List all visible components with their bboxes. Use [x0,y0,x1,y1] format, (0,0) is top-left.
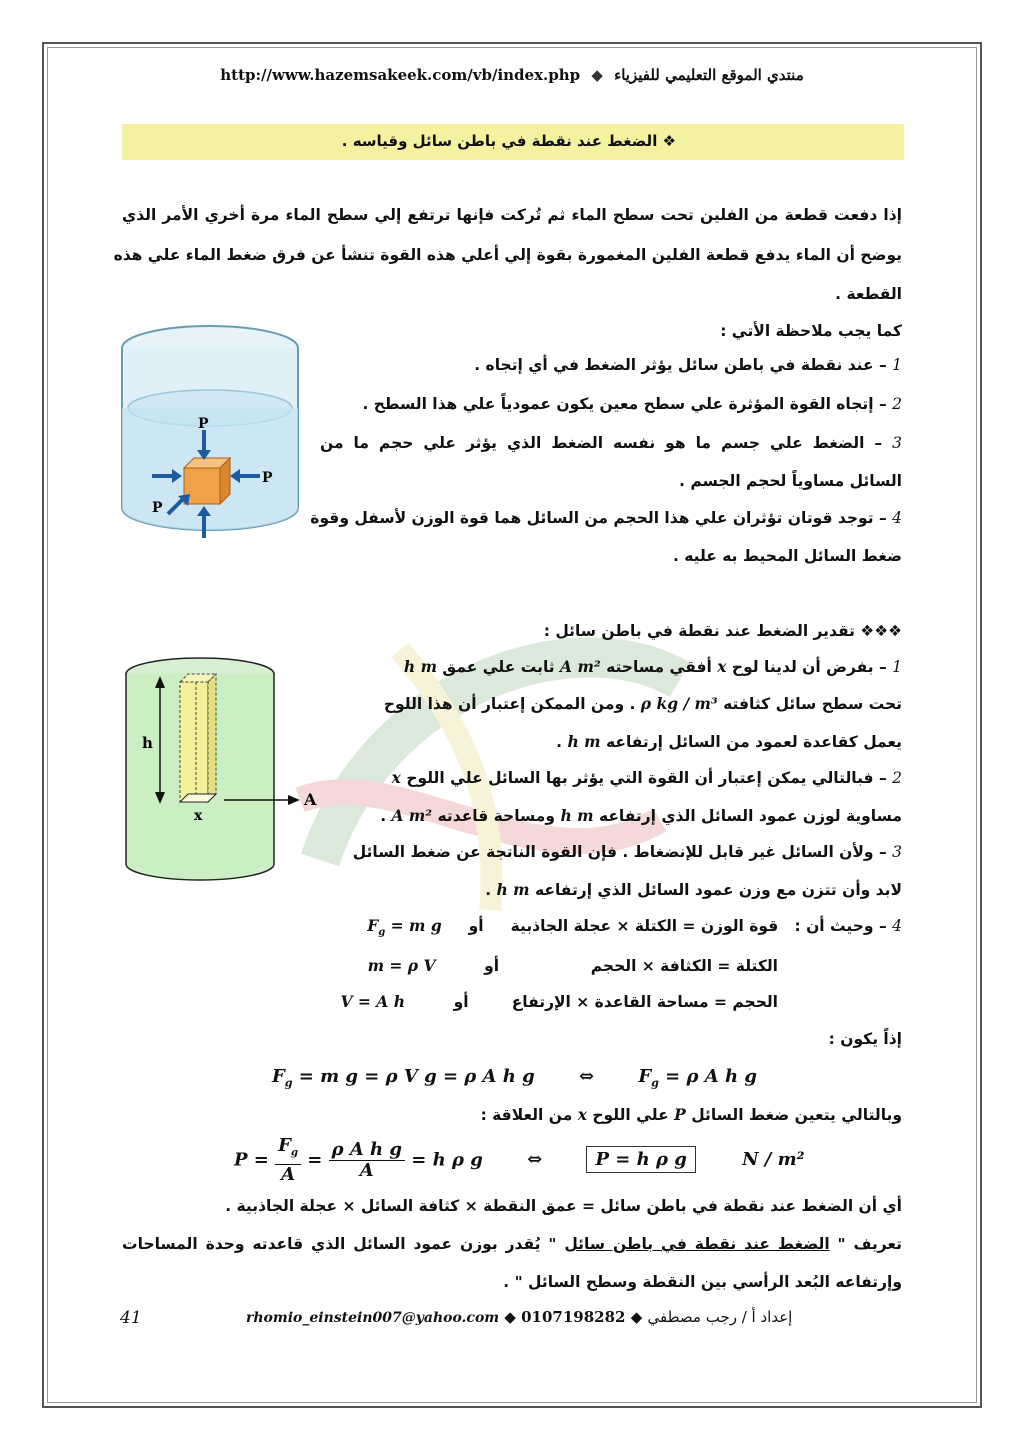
volume-equation: V = A h [340,992,405,1011]
then-text: من العلاقة : [480,1106,573,1124]
mass-equation: m = ρ V [367,956,436,975]
boxed-pressure-formula: P = h ρ g [586,1146,695,1173]
then-line [481,1105,902,1124]
then-text: علي اللوح [592,1106,669,1124]
step-3 [353,843,902,861]
item-number: 3 [892,434,902,452]
figure-beaker-cube [112,318,308,544]
step-number: 1 [892,658,902,676]
estimate-heading: ❖❖❖ تقدير الضغط عند نقطة في باطن سائل : [543,622,902,640]
footer-contact [246,1308,792,1326]
label-p: P [198,416,209,432]
step-4 [367,916,902,938]
step-text: . [485,881,492,899]
or-word: أو [484,957,500,975]
var-density: ρ kg / m³ [640,694,718,713]
section-title-bar [122,124,904,160]
or-word: أو [468,917,484,935]
definition-line-1 [122,1235,902,1253]
so-line: إذاً يكون : [828,1030,902,1048]
weight-equation: $F_g = m$ g [367,916,442,939]
observe-item-3 [320,434,902,452]
def-label: تعريف " [837,1235,903,1253]
step-text: – بفرض أن لدينا لوح [731,658,887,676]
fraction-force-area: $\frac{F_g}{A}$ [275,1136,301,1185]
meaning-line: أي أن الضغط عند نقطة في باطن سائل = عمق النقطة × كثافة السائل × عجلة الجاذبية . [225,1197,902,1215]
step-text: ومساحة قاعدته [437,807,556,825]
step-1-line-3 [556,732,902,751]
site-url[interactable]: http://www.hazemsakeek.com/vb/index.php [220,66,581,84]
var-p: P [674,1105,686,1124]
observe-item-2 [362,395,902,413]
label-p: P [262,470,273,486]
step-text: – ولأن السائل غير قابل للإنضغاط . فإن القوة الناتجة عن ضغط السائل [352,843,887,861]
item-text: – إتجاه القوة المؤثرة علي سطح معين يكون عمودياً علي هذا السطح . [362,395,887,413]
item-number: 4 [892,509,902,527]
mass-words: الكتلة = الكثافة × الحجم [590,957,778,975]
intro-line-2: يوضح أن الماء يدفع قطعة الفلين المغمورة بقوة إلي أعلي هذه القوة تنشأ عن فرق ضغط الماء علي هذه [113,246,902,264]
full-derivation: $F_g = m$ g = ρ V g = ρ A h g ⇔ $F_g = \rho$ A h g [272,1066,757,1090]
step-text: – فبالتالي يمكن إعتبار أن القوة التي يؤثر بها السائل علي اللوح [406,769,887,787]
var-depth: h m [403,657,437,676]
author-email[interactable]: rhomio_einstein007@yahoo.com [246,1310,500,1326]
definition-line-2: وإرتفاعه البُعد الرأسي بين النقطة وسطح السائل " . [503,1273,902,1291]
volume-relation [340,992,778,1011]
var-depth: h m [496,880,530,899]
step-text: – وحيث أن : [794,917,887,935]
step-text: مساوية لوزن عمود السائل الذي إرتفاعه [598,807,902,825]
step-text: يعمل كقاعدة لعمود من السائل إرتفاعه [605,733,902,751]
observe-item-3-cont: السائل مساوياً لحجم الجسم . [679,472,902,490]
var-area: A m² [560,657,601,676]
page-header [60,66,964,84]
page-number: 41 [120,1308,142,1328]
var-depth: h m [567,732,601,751]
step-2-line-2 [380,806,902,825]
var-area: A m² [391,806,433,825]
var-x: x [577,1105,587,1124]
observe-item-4 [310,509,902,527]
section-title: ❖ الضغط عند نقطة في باطن سائل وقياسه . [341,132,676,150]
observe-item-4-cont: ضغط السائل المحيط به عليه . [672,547,902,565]
pressure-equation: P = $\frac{F_g}{A}$ = $\frac{\text{ρ A h g}}{A}$ = h ρ g ⇔ P = h ρ g N / m² [234,1135,805,1185]
diamond-icon: ◆ [504,1308,516,1326]
label-h: h [142,734,153,752]
author-phone: 0107198282 [521,1308,626,1326]
step-text: . ومن الممكن إعتبار أن هذا اللوح [383,695,636,713]
observe-item-1 [474,356,902,374]
item-text: – توجد قوتان تؤثران علي هذا الحجم من السائل هما قوة الوزن لأسفل وقوة [310,509,887,527]
intro-line-3: القطعة . [835,285,902,303]
step-1-line-2 [384,694,902,713]
volume-words: الحجم = مساحة القاعدة × الإرتفاع [511,993,778,1011]
var-depth: h m [560,806,594,825]
var-x: x [717,657,727,676]
mass-relation [368,956,778,975]
intro-line-1: إذا دفعت قطعة من الفلين تحت سطح الماء ثم تُركت فإنها ترتفع إلي سطح الماء مرة أخري الأمر الذي [122,206,902,224]
diamond-icon: ◆ [630,1308,643,1326]
step-1 [404,657,902,676]
pressure-unit: N / m² [742,1149,805,1171]
then-text: وبالتالي يتعين ضغط السائل [691,1106,902,1124]
item-text: – عند نقطة في باطن سائل يؤثر الضغط في أي إتجاه . [474,356,887,374]
or-word: أو [453,993,469,1011]
forum-name: منتدي الموقع التعليمي للفيزياء [614,66,804,84]
author-name: إعداد أ / رجب مصطفي [647,1308,793,1326]
var-x: x [391,768,401,787]
label-x: x [194,808,203,824]
figure-cylinder-column [124,652,330,888]
label-p: P [152,500,163,516]
item-number: 1 [892,356,902,374]
item-number: 2 [892,395,902,413]
step-text: أفقي مساحته [606,658,712,676]
step-text: تحت سطح سائل كثافته [723,695,902,713]
observe-heading: كما يجب ملاحظة الأتي : [720,322,902,340]
step-2 [392,768,902,787]
def-text: " يُقدر بوزن عمود السائل الذي قاعدته وحدة المساحات [122,1235,557,1253]
def-term: الضغط عند نقطة في باطن سائل [564,1235,830,1253]
fraction-rho-a-h-g: $\frac{\text{ρ A h g}}{A}$ [329,1140,405,1181]
step-text: . [380,807,387,825]
step-text: لابد وأن تتزن مع وزن عمود السائل الذي إرتفاعه [535,881,902,899]
label-a: A [304,790,317,809]
step-text: ثابت علي عمق [442,658,555,676]
step-number: 4 [892,917,902,935]
step-3-line-2 [485,880,902,899]
weight-words: قوة الوزن = الكتلة × عجلة الجاذبية [510,917,779,935]
item-text: – الضغط علي جسم ما هو نفسه الضغط الذي يؤثر علي حجم ما من [320,434,883,452]
diamond-icon: ◆ [591,66,603,84]
step-number: 2 [892,769,902,787]
step-number: 3 [892,843,902,861]
step-text: . [556,733,563,751]
